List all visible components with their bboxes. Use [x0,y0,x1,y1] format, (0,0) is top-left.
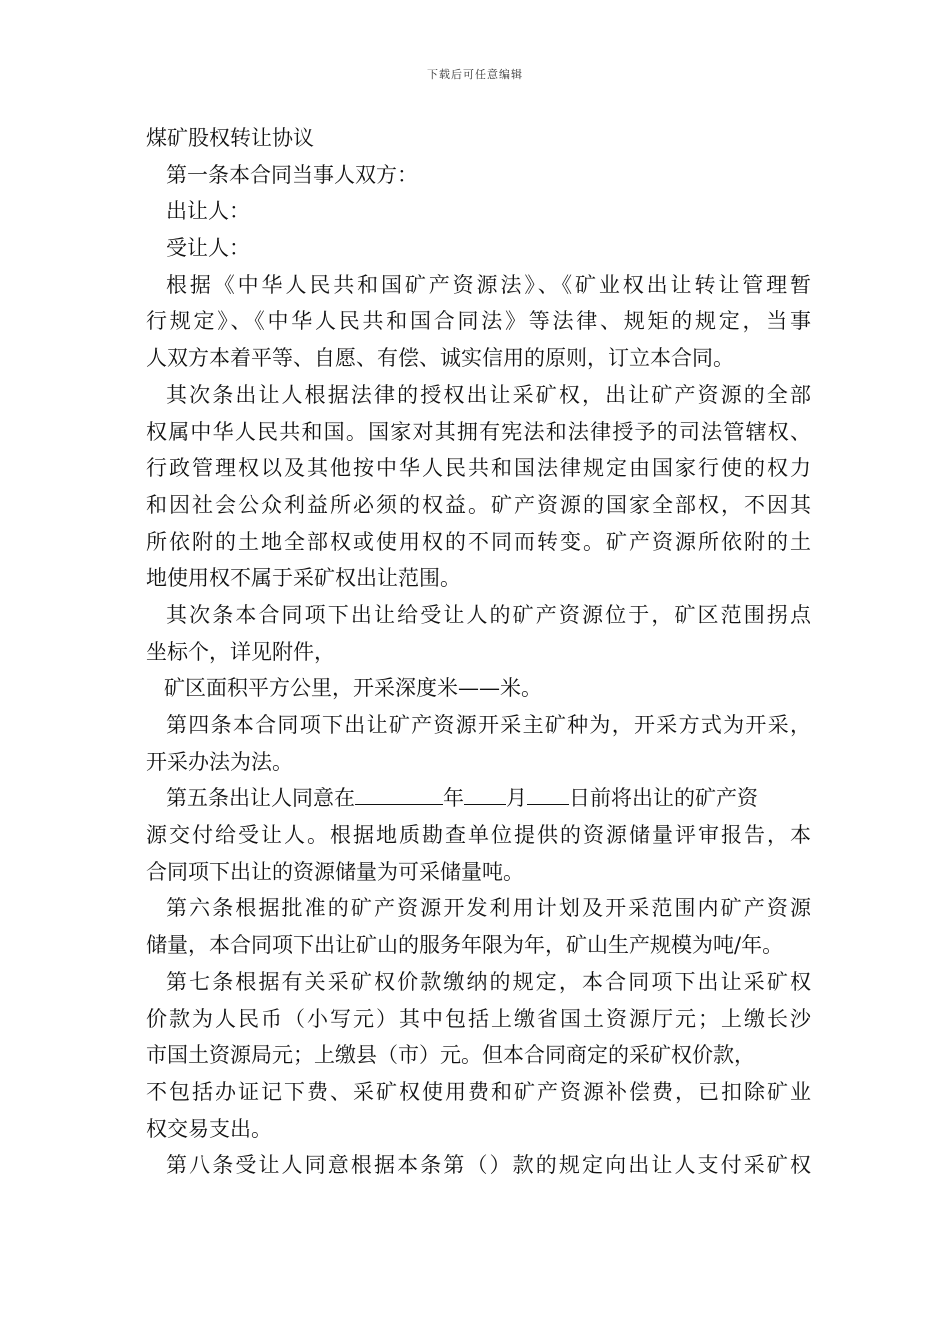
header-note: 下载后可任意编辑 [427,68,523,81]
contract-body [146,120,811,1184]
clause-5-line: 合同项下出让的资源储量为可采储量吨。 [146,859,524,884]
clause-5-text: 第五条出让人同意在 [166,786,355,811]
clause-3-line: 坐标个，详见附件， [146,639,335,664]
clause-4-line: 开采办法为法。 [146,749,293,774]
clause-8-line: 第八条受让人同意根据本条第（）款的规定向出让人支付采矿权 [166,1153,811,1178]
clause-2-line: 行政管理权以及其他按中华人民共和国法律规定由国家行使的权力 [146,456,811,481]
year-blank [355,784,443,805]
clause-6-line: 第六条根据批准的矿产资源开发利用计划及开采范围内矿产资源 [166,896,811,921]
clause-7-line: 权交易支出。 [146,1116,272,1141]
preamble-line: 人双方本着平等、自愿、有偿、诚实信用的原则，订立本合同。 [146,346,734,371]
clause-2-line: 地使用权不属于采矿权出让范围。 [146,566,461,591]
clause-1-heading: 第一条本合同当事人双方： [166,162,418,187]
clause-4-line: 第四条本合同项下出让矿产资源开采主矿种为，开采方式为开采， [166,713,811,737]
clause-3-line: 矿区面积平方公里，开采深度米——米。 [164,676,542,701]
preamble-line: 行规定》、《中华人民共和国合同法》等法律、规矩的规定，当事 [146,309,811,334]
month-blank [464,784,506,805]
clause-5-line [146,780,811,817]
clause-7-line: 市国土资源局元；上缴县（市）元。但本合同商定的采矿权价款， [146,1043,755,1068]
clause-2-line: 所依附的土地全部权或使用权的不同而转变。矿产资源所依附的土 [146,529,811,554]
clause-5-text: 日前将出让的矿产资 [569,786,758,811]
transferee-label: 受让人： [166,236,250,261]
clause-3-line: 其次条本合同项下出让给受让人的矿产资源位于，矿区范围拐点 [166,602,811,627]
document-title: 煤矿股权转让协议 [146,126,314,150]
preamble-line: 根据《中华人民共和国矿产资源法》、《矿业权出让转让管理暂 [166,272,811,297]
year-label: 年 [443,786,464,811]
clause-7-line: 第七条根据有关采矿权价款缴纳的规定，本合同项下出让采矿权 [166,969,811,994]
clause-7-line: 不包括办证记下费、采矿权使用费和矿产资源补偿费，已扣除矿业 [146,1079,811,1104]
clause-2-line: 其次条出让人根据法律的授权出让采矿权，出让矿产资源的全部 [166,382,811,407]
day-blank [527,784,569,805]
clause-2-line: 和因社会公众利益所必须的权益。矿产资源的国家全部权，不因其 [146,492,811,517]
month-label: 月 [506,786,527,811]
clause-5-line: 源交付给受让人。根据地质勘查单位提供的资源储量评审报告，本 [146,823,811,848]
transferor-label: 出让人： [166,199,250,224]
clause-7-line: 价款为人民币（小写元）其中包括上缴省国土资源厅元；上缴长沙 [146,1006,811,1031]
clause-6-line: 储量，本合同项下出让矿山的服务年限为年，矿山生产规模为吨/年。 [146,933,784,958]
clause-2-line: 权属中华人民共和国。国家对其拥有宪法和法律授予的司法管辖权、 [146,419,811,444]
